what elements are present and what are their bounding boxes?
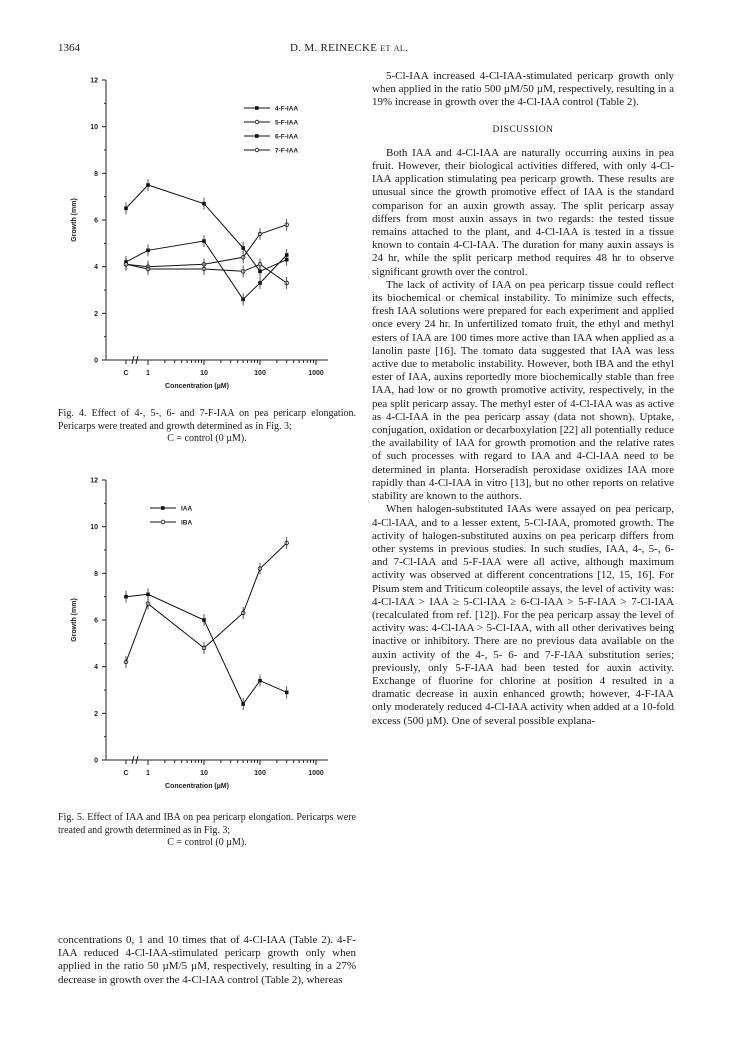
y-tick-label: 2 [94,710,98,718]
x-tick-label: 10 [200,370,208,377]
y-tick-label: 8 [94,570,98,578]
legend-marker [161,506,165,510]
legend-marker [255,134,259,138]
x-tick-label: 10 [200,770,208,777]
legend-label: 5-F-IAA [275,119,299,127]
x-axis-label: Concentration (µM) [165,783,229,790]
x-tick-label: C [123,770,129,777]
series-line-5-F-IAA [126,225,287,267]
left-column-text [58,934,356,987]
figure-5-caption [58,812,356,850]
y-tick-label: 12 [90,477,98,485]
right-column [372,70,674,728]
paragraph: concentrations 0, 1 and 10 times that of 4-Cl-IAA (Table 2). 4-F-IAA reduced 4-Cl-IAA-stimulated pericarp growth only when applied in the ratio 50 µM/5 µM, respectively, resulting in a 27% decrease in growth over the 4-Cl-IAA control (Table 2), whereas [58,934,356,986]
legend-label: 4-F-IAA [275,105,299,113]
figure-4 [58,70,358,395]
y-axis-label: Growth (mm) [71,598,78,642]
figure-4-caption-line2: C = control (0 µM). [167,433,247,444]
paragraph: 5-Cl-IAA increased 4-Cl-IAA-stimulated pericarp growth only when applied in the ratio 500 µM/50 µM, respectively, resulting in a 19% increase in growth over the 4-Cl-IAA control (Table 2). [372,70,674,109]
x-axis-label: Concentration (µM) [165,383,229,390]
figure-4-caption [58,408,356,446]
page-number: 1364 [58,42,80,54]
legend-marker [255,120,259,124]
y-tick-label: 8 [94,170,98,178]
x-tick-label: 100 [254,370,266,377]
x-tick-label: C [123,370,129,377]
legend-marker [255,148,259,152]
series-line-4-F-IAA [126,185,287,271]
x-tick-label: 1000 [308,370,324,377]
y-axis-label: Growth (mm) [71,198,78,242]
y-tick-label: 6 [94,617,98,625]
y-tick-label: 0 [94,357,98,365]
y-tick-label: 6 [94,217,98,225]
series-line-IAA [126,594,287,704]
legend-label: 7-F-IAA [275,147,299,155]
x-tick-label: 1 [146,770,150,777]
figure-4-chart [58,70,358,395]
legend-label: IBA [181,519,193,527]
figure-5-caption-line2: C = control (0 µM). [167,837,247,848]
y-tick-label: 10 [90,124,98,132]
y-tick-label: 2 [94,310,98,318]
y-tick-label: 0 [94,757,98,765]
figure-4-caption-text: Fig. 4. Effect of 4-, 5-, 6- and 7-F-IAA on pea pericarp elongation. Pericarps were treated and growth determined as in Fig. 3; [58,408,356,432]
y-tick-label: 12 [90,77,98,85]
figure-5 [58,470,358,795]
x-tick-label: 1 [146,370,150,377]
legend-label: IAA [181,505,193,513]
paragraph: The lack of activity of IAA on pea pericarp tissue could reflect its biochemical or chemical instability. To minimize such effects, fresh IAA solutions were prepared for each experiment and applied once every 24 hr. In unfertilized tomato fruit, the ethyl and methyl esters of IAA are 100 times more active than IAA when applied as a lanolin paste [16]. The tomato data suggested that IAA was less active due to metabolic instability. However, both IBA and the ethyl ester of IAA, auxins reportedly more biochemically stable than free IAA, had low or no growth promotive activity, respectively, in the pea split pericarp assay. The methyl ester of 4-Cl-IAA was as active as 4-Cl-IAA in the pea pericarp assay (data not shown). Uptake, conjugation, oxidation or decarboxylation [22] all potentially reduce the availability of IAA for growth promotion and the relative rates of such processes with regard to IAA and 4-Cl-IAA need to be determined in planta. Horseradish peroxidase oxidizes IAA more rapidly than 4-Cl-IAA in vitro [13], but no other reports on relative stability are known to the authors. [372,278,674,503]
y-tick-label: 4 [94,664,98,672]
x-tick-label: 1000 [308,770,324,777]
figure-5-chart [58,470,358,795]
x-tick-label: 100 [254,770,266,777]
figure-5-caption-text: Fig. 5. Effect of IAA and IBA on pea pericarp elongation. Pericarps were treated and growth determined as in Fig. 3; [58,812,356,836]
paragraph: Both IAA and 4-Cl-IAA are naturally occurring auxins in pea fruit. However, their biological activities differed, with only 4-Cl-IAA application stimulating pea pericarp growth. These results are unusual since the growth promotive effect of IAA is the standard comparison for an auxin growth assay. The split pericarp assay differs from most auxin assays in two regards: the tested tissue remains attached to the plant, and 4-Cl-IAA is tested in a tissue known to contain 4-Cl-IAA. The duration for many auxin assays is 24 hr, while the split pericarp method requires 48 hr to observe significant growth over the control. [372,146,674,278]
series-line-IBA [126,543,287,662]
legend-label: 6-F-IAA [275,133,299,141]
section-heading: DISCUSSION [492,124,554,135]
y-tick-label: 10 [90,524,98,532]
paragraph: When halogen-substituted IAAs were assayed on pea pericarp, 4-Cl-IAA, and to a lesser extent, 5-Cl-IAA, promoted growth. The activity of halogen-substituted auxins on pea pericarp differs from other systems in previous studies. In such studies, IAA, 4-, 5-, 6- and 7-Cl-IAA and 5-F-IAA were all active, although maximum activity was observed at different concentrations [12, 15, 16]. For Pisum stem and Triticum coleoptile assays, the level of activity was: 4-Cl-IAA > IAA ≥ 5-Cl-IAA ≥ 6-Cl-IAA > 5-F-IAA > 7-Cl-IAA (recalculated from ref. [12]). For the pea pericarp assay the level of activity was: 4-Cl-IAA > 5-Cl-IAA, with all other derivatives being inactive or inhibitory. There are no previous data available on the auxin activity of the 4-, 5- 6- and 7-F-IAA substitution series; previously, only 5-F-IAA had been tested for auxin activity. Exchange of fluorine for chlorine at position 4 resulted in a dramatic decrease in auxin enhanced growth; however, 4-F-IAA only moderately reduced 4-Cl-IAA activity when added at a 10-fold excess (500 µM). One of several possible explana- [372,503,674,727]
y-tick-label: 4 [94,264,98,272]
legend-marker [161,520,165,524]
running-title: D. M. REINECKE et al. [290,42,409,54]
legend-marker [255,106,259,110]
